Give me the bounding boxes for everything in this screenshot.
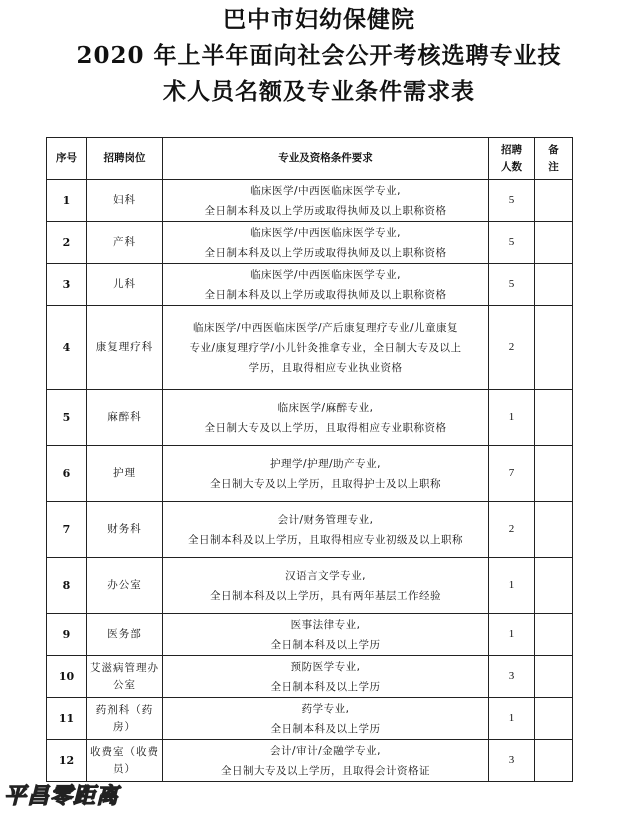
- cell-note: [535, 558, 573, 614]
- requirement-line: 医事法律专业,: [290, 618, 361, 631]
- table-body: [47, 180, 573, 782]
- requirement-line: 临床医学/中西医临床医学/产后康复理疗专业/儿童康复: [192, 321, 459, 334]
- requirement-line: 全日制本科及以上学历，且取得相应专业初级及以上职称: [188, 533, 463, 546]
- table-row: [47, 446, 573, 502]
- cell-requirements: [163, 502, 489, 558]
- cell-requirements: [163, 614, 489, 656]
- requirement-line: 药学专业,: [301, 702, 350, 715]
- header-note-line1: 备: [548, 143, 559, 156]
- cell-note: [535, 614, 573, 656]
- table-row: [47, 698, 573, 740]
- header-note: [535, 138, 573, 180]
- requirement-line: 全日制大专及以上学历，且取得会计资格证: [221, 764, 430, 777]
- cell-requirements: [163, 698, 489, 740]
- requirement-line: 会计/审计/金融学专业,: [270, 744, 381, 757]
- table-row: [47, 264, 573, 306]
- requirement-line: 专业/康复理疗学/小儿针灸推拿专业，全日制大专及以上: [189, 341, 462, 354]
- cell-seq: 3: [47, 264, 87, 306]
- cell-count: 5: [489, 222, 535, 264]
- cell-post: 收费室（收费员）: [87, 740, 163, 782]
- cell-count: 2: [489, 306, 535, 390]
- cell-seq: 6: [47, 446, 87, 502]
- requirement-line: 全日制本科及以上学历或取得执师及以上职称资格: [204, 204, 447, 217]
- cell-seq: 1: [47, 180, 87, 222]
- table-header-row: [47, 138, 573, 180]
- cell-count: 3: [489, 740, 535, 782]
- cell-seq: 11: [47, 698, 87, 740]
- table-row: [47, 502, 573, 558]
- cell-note: [535, 656, 573, 698]
- cell-count: 2: [489, 502, 535, 558]
- requirement-line: 会计/财务管理专业,: [277, 513, 374, 526]
- cell-count: 1: [489, 390, 535, 446]
- recruitment-table: [46, 137, 573, 782]
- page-subtitle-line1: 2020 年上半年面向社会公开考核选聘专业技: [76, 42, 562, 69]
- watermark-text: 平昌零距离: [4, 784, 120, 809]
- requirement-line: 汉语言文学专业,: [285, 569, 366, 582]
- cell-requirements: [163, 390, 489, 446]
- requirement-line: 预防医学专业,: [290, 660, 361, 673]
- requirement-line: 全日制大专及以上学历，且取得护士及以上职称: [210, 477, 441, 490]
- cell-count: 3: [489, 656, 535, 698]
- requirement-line: 全日制本科及以上学历: [270, 638, 381, 651]
- cell-requirements: [163, 222, 489, 264]
- header-requirements: 专业及资格条件要求: [163, 138, 489, 180]
- header-count-line2: 人数: [501, 160, 522, 173]
- requirement-line: 临床医学/中西医临床医学专业,: [250, 184, 401, 197]
- cell-requirements: [163, 180, 489, 222]
- cell-count: 1: [489, 614, 535, 656]
- cell-post: 财务科: [87, 502, 163, 558]
- cell-note: [535, 740, 573, 782]
- cell-seq: 9: [47, 614, 87, 656]
- cell-count: 5: [489, 180, 535, 222]
- cell-note: [535, 222, 573, 264]
- cell-note: [535, 446, 573, 502]
- table-row: [47, 390, 573, 446]
- cell-post: 产科: [87, 222, 163, 264]
- cell-post: 妇科: [87, 180, 163, 222]
- header-seq: 序号: [47, 138, 87, 180]
- cell-note: [535, 264, 573, 306]
- cell-note: [535, 390, 573, 446]
- cell-post: 康复理疗科: [87, 306, 163, 390]
- header-count-line1: 招聘: [501, 143, 522, 156]
- requirement-line: 全日制本科及以上学历或取得执师及以上职称资格: [204, 246, 447, 259]
- requirement-line: 全日制本科及以上学历: [270, 680, 381, 693]
- cell-seq: 2: [47, 222, 87, 264]
- cell-count: 1: [489, 698, 535, 740]
- cell-requirements: [163, 306, 489, 390]
- header-count: [489, 138, 535, 180]
- cell-post: 护理: [87, 446, 163, 502]
- requirement-line: 学历，且取得相应专业执业资格: [248, 361, 403, 374]
- requirement-line: 临床医学/中西医临床医学专业,: [250, 268, 401, 281]
- cell-count: 7: [489, 446, 535, 502]
- page-title: 巴中市妇幼保健院: [223, 6, 415, 33]
- cell-note: [535, 180, 573, 222]
- cell-requirements: [163, 740, 489, 782]
- cell-post: 艾滋病管理办公室: [87, 656, 163, 698]
- cell-note: [535, 502, 573, 558]
- table-row: [47, 558, 573, 614]
- cell-requirements: [163, 446, 489, 502]
- requirement-line: 临床医学/麻醉专业,: [277, 401, 374, 414]
- table-row: [47, 614, 573, 656]
- cell-seq: 10: [47, 656, 87, 698]
- cell-seq: 7: [47, 502, 87, 558]
- table-row: [47, 740, 573, 782]
- cell-requirements: [163, 264, 489, 306]
- cell-post: 儿科: [87, 264, 163, 306]
- cell-seq: 5: [47, 390, 87, 446]
- requirement-line: 护理学/护理/助产专业,: [270, 457, 381, 470]
- header-note-line2: 注: [548, 160, 559, 173]
- cell-requirements: [163, 558, 489, 614]
- cell-count: 5: [489, 264, 535, 306]
- cell-note: [535, 306, 573, 390]
- requirement-line: 全日制大专及以上学历，且取得相应专业职称资格: [204, 421, 447, 434]
- requirement-line: 临床医学/中西医临床医学专业,: [250, 226, 401, 239]
- cell-post: 麻醉科: [87, 390, 163, 446]
- cell-seq: 8: [47, 558, 87, 614]
- table-row: [47, 306, 573, 390]
- page-subtitle-line2: 术人员名额及专业条件需求表: [163, 78, 475, 105]
- table-row: [47, 656, 573, 698]
- cell-seq: 12: [47, 740, 87, 782]
- requirement-line: 全日制本科及以上学历: [270, 722, 381, 735]
- cell-requirements: [163, 656, 489, 698]
- cell-seq: 4: [47, 306, 87, 390]
- cell-post: 药剂科（药房）: [87, 698, 163, 740]
- requirement-line: 全日制本科及以上学历或取得执师及以上职称资格: [204, 288, 447, 301]
- cell-note: [535, 698, 573, 740]
- cell-post: 办公室: [87, 558, 163, 614]
- table-row: [47, 222, 573, 264]
- header-post: 招聘岗位: [87, 138, 163, 180]
- cell-count: 1: [489, 558, 535, 614]
- cell-post: 医务部: [87, 614, 163, 656]
- table-row: [47, 180, 573, 222]
- requirement-line: 全日制本科及以上学历，具有两年基层工作经验: [210, 589, 441, 602]
